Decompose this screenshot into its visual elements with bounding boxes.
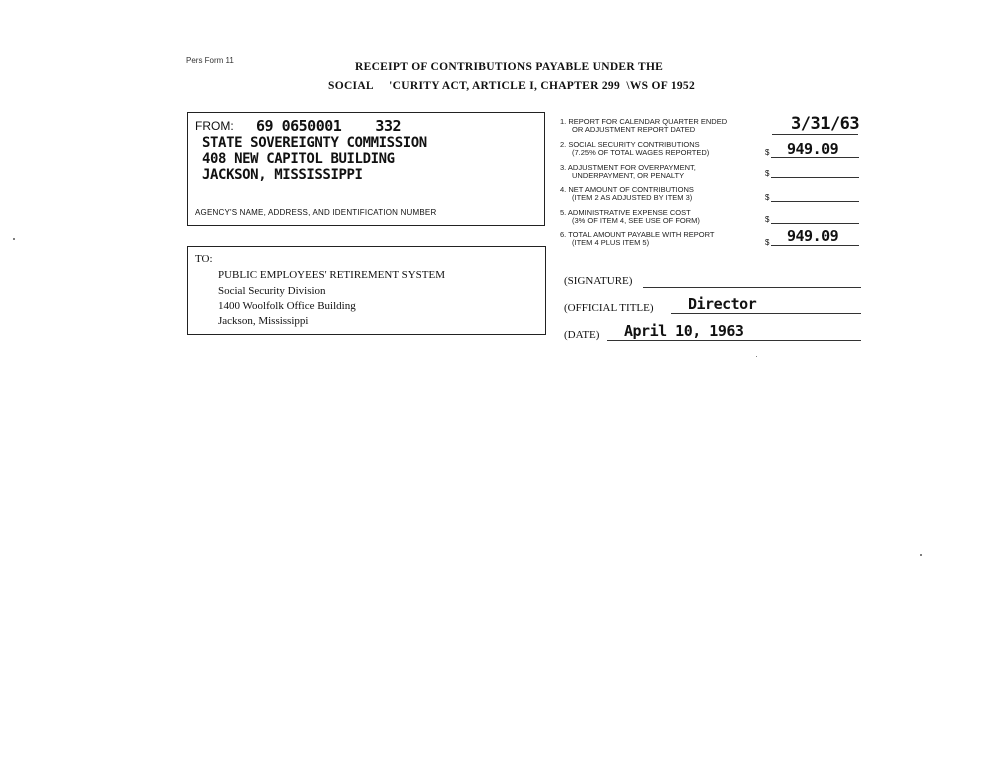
recipient-name: PUBLIC EMPLOYEES' RETIREMENT SYSTEM [218,269,445,281]
item-3-line [771,177,859,178]
item-2-label: 2. SOCIAL SECURITY CONTRIBUTIONS (7.25% OF TOTAL WAGES REPORTED) [560,140,710,157]
date-value: April 10, 1963 [624,322,744,340]
date-line [607,340,861,341]
recipient-address: 1400 Woolfolk Office Building [218,300,356,312]
agency-address-line: 408 NEW CAPITOL BUILDING [202,151,395,167]
item-6-line [771,245,859,246]
from-box [187,112,545,226]
item-1-label: 1. REPORT FOR CALENDAR QUARTER ENDED OR ADJUSTMENT REPORT DATED [560,117,728,134]
form-number: Pers Form 11 [186,56,234,65]
form-title-line-2: SOCIAL 'CURITY ACT, ARTICLE I, CHAPTER 299 \WS OF 1952 [328,80,696,92]
scan-speck [756,356,757,357]
agency-name: STATE SOVEREIGNTY COMMISSION [202,135,427,151]
recipient-division: Social Security Division [218,285,326,297]
item-4-line [771,201,859,202]
item-4-label: 4. NET AMOUNT OF CONTRIBUTIONS (ITEM 2 AS ADJUSTED BY ITEM 3) [560,185,694,202]
item-6-dollar: $ [765,238,770,247]
from-label: FROM: [195,119,234,133]
date-label: (DATE) [564,329,600,341]
agency-identification-number: 69 0650001 332 [256,117,402,135]
official-title-value: Director [688,295,757,313]
official-title-line [671,313,861,314]
item-3-label: 3. ADJUSTMENT FOR OVERPAYMENT, UNDERPAYMENT, OR PENALTY [560,163,696,180]
item-1-line [772,134,858,135]
recipient-city: Jackson, Mississippi [218,315,309,327]
item-1-value: 3/31/63 [791,114,860,134]
signature-line [643,287,861,288]
scan-speck [920,554,922,556]
signature-label: (SIGNATURE) [564,275,633,287]
item-3-dollar: $ [765,169,770,178]
scan-speck [13,238,15,240]
item-5-line [771,223,859,224]
item-5-label: 5. ADMINISTRATIVE EXPENSE COST (3% OF ITEM 4, SEE USE OF FORM) [560,208,700,225]
to-box [187,246,546,335]
agency-city-line: JACKSON, MISSISSIPPI [202,167,363,183]
item-2-value: 949.09 [787,140,839,158]
official-title-label: (OFFICIAL TITLE) [564,302,654,314]
form-title-line-1: RECEIPT OF CONTRIBUTIONS PAYABLE UNDER THE [355,61,664,73]
item-2-dollar: $ [765,148,770,157]
item-5-dollar: $ [765,215,770,224]
agency-caption: AGENCY'S NAME, ADDRESS, AND IDENTIFICATION NUMBER [195,208,437,217]
item-6-value: 949.09 [787,227,839,245]
item-4-dollar: $ [765,193,770,202]
item-6-label: 6. TOTAL AMOUNT PAYABLE WITH REPORT (ITEM 4 PLUS ITEM 5) [560,230,715,247]
to-label: TO: [195,253,213,265]
